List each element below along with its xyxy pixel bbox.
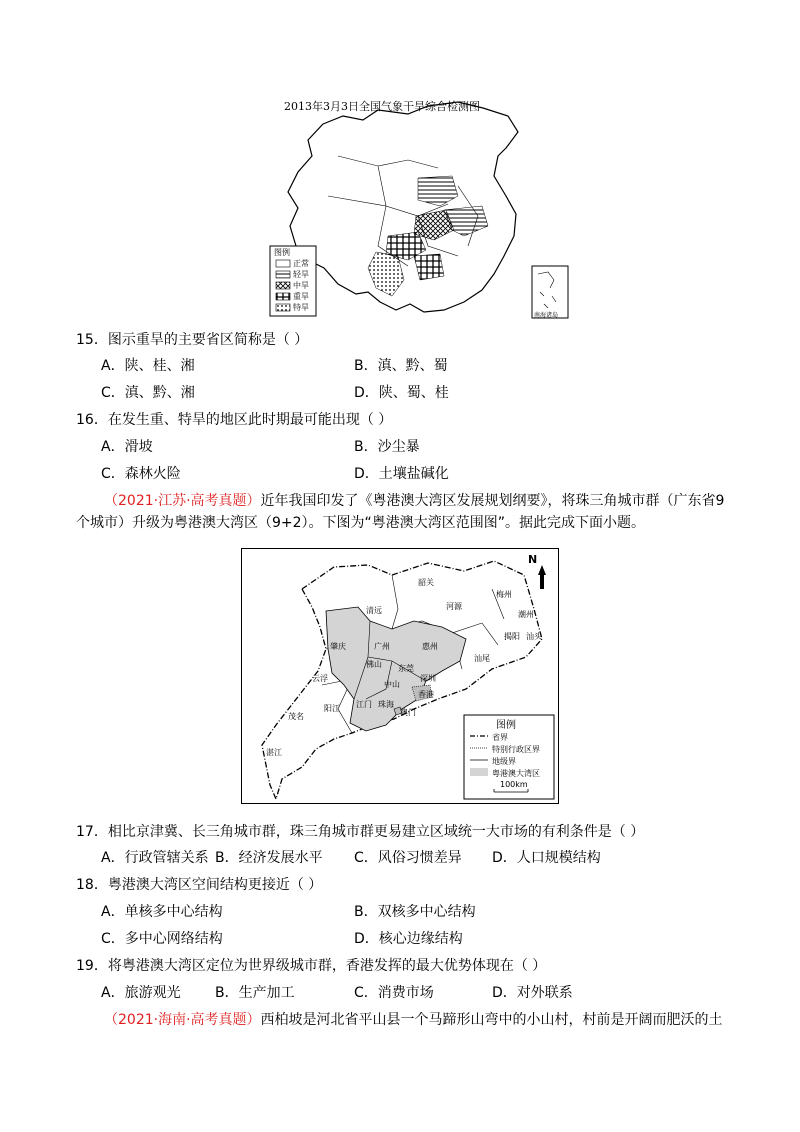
- city-zhongshan: 中山: [384, 680, 400, 689]
- q15-option-d: D．陕、蜀、桂: [354, 385, 449, 401]
- city-jiangmen: 江门: [356, 700, 372, 709]
- q15-option-c: C．滇、黔、湘: [101, 385, 195, 401]
- drought-map: [268, 96, 572, 322]
- city-zhaoqing: 肇庆: [330, 642, 346, 651]
- inset-label: 南海诸岛: [534, 312, 559, 319]
- q17-option-a: A．行政管辖关系: [101, 850, 209, 866]
- q18-option-d: D．核心边缘结构: [354, 931, 463, 947]
- drought-map-title: 2013年3月3日全国气象干旱综合检测图: [284, 100, 480, 113]
- drought-legend-title: 图例: [274, 248, 290, 257]
- city-huizhou: 惠州: [422, 642, 438, 651]
- question-17: 17．相比京津冀、长三角城市群，珠三角城市群更易建立区域统一大市场的有利条件是（ ）: [76, 824, 645, 840]
- q18-option-c: C．多中心网络结构: [101, 931, 223, 947]
- city-zhanjiang: 湛江: [266, 748, 282, 757]
- q16-option-c: C．森林火险: [101, 466, 181, 482]
- q19-option-c: C．消费市场: [354, 985, 434, 1001]
- city-zhuhai: 珠海: [378, 700, 394, 709]
- q18-option-b: B．双核多中心结构: [354, 904, 476, 920]
- source-tag-hainan: （2021·海南·高考真题）: [104, 1012, 261, 1028]
- city-maoming: 茂名: [288, 712, 304, 721]
- q18-option-a: A．单核多中心结构: [101, 904, 223, 920]
- q17-option-c: C．风俗习惯差异: [354, 850, 462, 866]
- q15-option-b: B．滇、黔、蜀: [354, 358, 448, 374]
- drought-legend-extreme: 特旱: [293, 303, 309, 312]
- drought-map-svg: [268, 96, 572, 322]
- question-19: 19．将粤港澳大湾区定位为世界级城市群，香港发挥的最大优势体现在（ ）: [76, 958, 547, 974]
- city-meizhou: 梅州: [496, 590, 512, 599]
- drought-legend-normal: 正常: [293, 259, 309, 268]
- q16-option-b: B．沙尘暴: [354, 439, 420, 455]
- q17-option-b: B．经济发展水平: [215, 850, 323, 866]
- city-jieyang: 揭阳: [504, 632, 520, 641]
- gba-legend-prefecture: 地级界: [492, 757, 516, 766]
- north-label: N: [528, 553, 538, 566]
- gba-legend-region: 粤港澳大湾区: [492, 769, 540, 778]
- q17-option-d: D．人口规模结构: [492, 850, 601, 866]
- city-shenzhen: 深圳: [420, 674, 436, 683]
- gba-map: [241, 548, 559, 804]
- drought-legend-mid: 中旱: [293, 281, 309, 290]
- q16-option-d: D．土壤盐碱化: [354, 466, 449, 482]
- source-tag-jiangsu: （2021·江苏·高考真题）: [104, 493, 261, 509]
- intro-1-text: 近年我国印发了《粤港澳大湾区发展规划纲要》，将珠三角城市群（广东省9个城市）升级为粤港澳大湾区（9+2）。下图为“粤港澳大湾区范围图”。据此完成下面小题。: [76, 493, 725, 531]
- intro-paragraph-2: [76, 1009, 736, 1031]
- q19-option-d: D．对外联系: [492, 985, 573, 1001]
- q16-option-a: A．滑坡: [101, 439, 153, 455]
- drought-legend-heavy: 重旱: [293, 292, 309, 301]
- gba-legend-province: 省界: [492, 733, 508, 742]
- city-chaozhou: 潮州: [518, 610, 534, 619]
- gba-legend-sar: 特别行政区界: [492, 745, 540, 754]
- city-guangzhou: 广州: [374, 642, 390, 651]
- q19-option-b: B．生产加工: [215, 985, 295, 1001]
- drought-legend-light: 轻旱: [293, 270, 309, 279]
- question-16: 16．在发生重、特旱的地区此时期最可能出现（ ）: [76, 412, 393, 428]
- city-shanwei: 汕尾: [474, 654, 490, 663]
- intro-2-text: 西柏坡是河北省平山县一个马蹄形山弯中的小山村，村前是开阔而肥沃的土: [260, 1012, 723, 1028]
- city-qingyuan: 清远: [366, 606, 382, 615]
- question-18: 18．粤港澳大湾区空间结构更接近（ ）: [76, 877, 323, 893]
- intro-paragraph-1: [76, 490, 726, 534]
- gba-scale-label: 100km: [500, 780, 528, 789]
- q15-option-a: A．陕、桂、湘: [101, 358, 195, 374]
- gba-legend-title: 图例: [496, 720, 516, 731]
- q19-option-a: A．旅游观光: [101, 985, 181, 1001]
- city-shaoguan: 韶关: [418, 578, 434, 587]
- city-yangjiang: 阳江: [324, 704, 340, 713]
- city-heyuan: 河源: [446, 602, 462, 611]
- city-hongkong: 香港: [418, 690, 434, 699]
- city-macau: 澳门: [400, 708, 416, 717]
- city-foshan: 佛山: [366, 660, 382, 669]
- city-yunfu: 云浮: [312, 674, 328, 683]
- city-dongguan: 东莞: [398, 664, 414, 673]
- city-shantou: 汕头: [526, 632, 542, 641]
- question-15: 15．图示重旱的主要省区简称是（ ）: [76, 332, 309, 348]
